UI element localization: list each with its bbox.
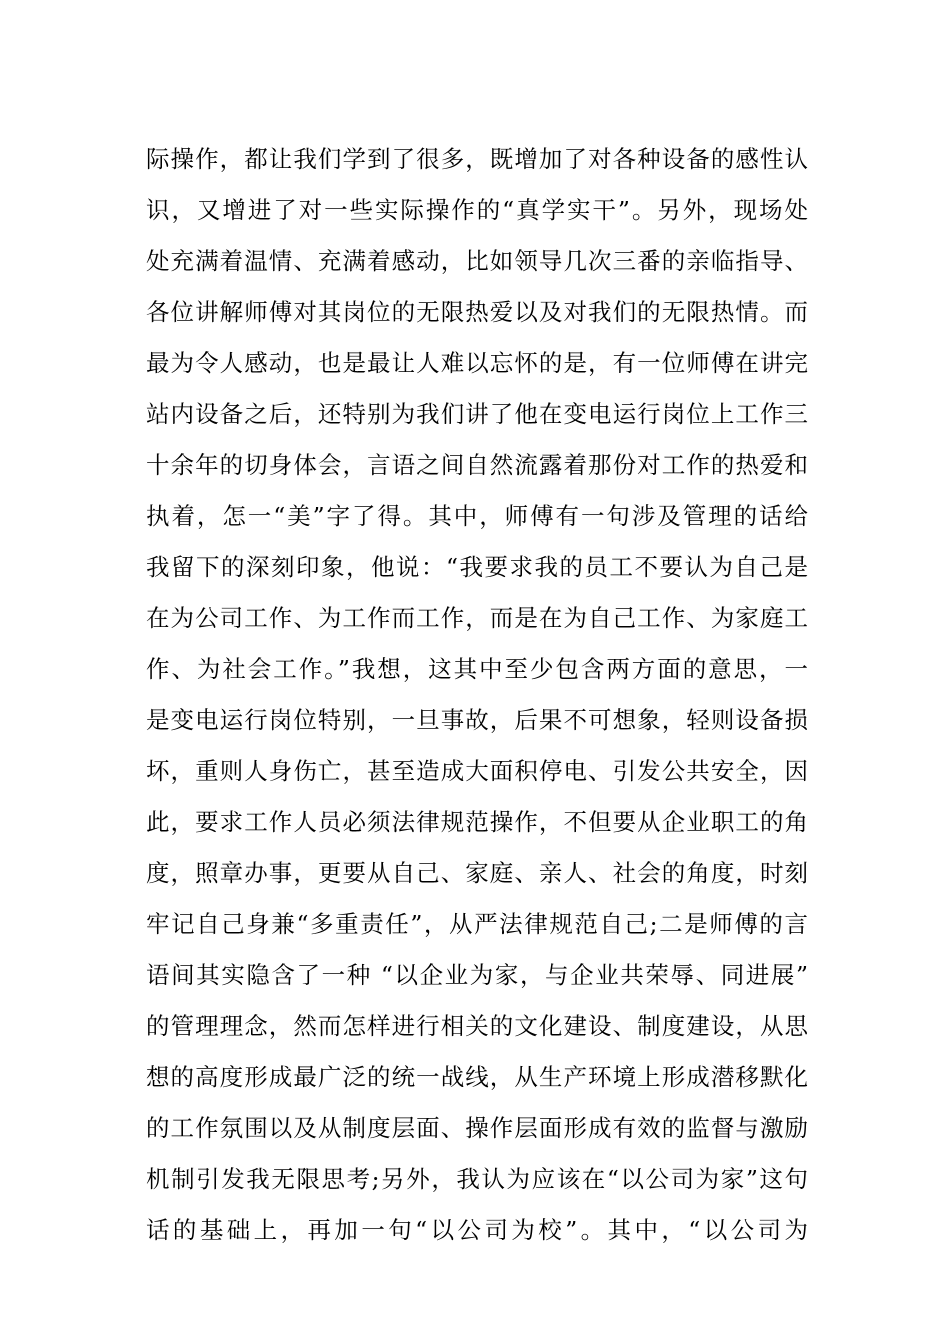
text-line-18: 的管理理念，然而怎样进行相关的文化建设、制度建设，从思 (146, 1012, 808, 1040)
text-line-8: 执着，怎一“美”字了得。其中，师傅有一句涉及管理的话给 (146, 502, 808, 530)
text-line-21: 机制引发我无限思考;另外，我认为应该在“以公司为家”这句 (146, 1165, 808, 1193)
text-line-12: 是变电运行岗位特别，一旦事故，后果不可想象，轻则设备损 (146, 706, 808, 734)
text-line-19: 想的高度形成最广泛的统一战线，从生产环境上形成潜移默化 (146, 1063, 808, 1091)
body-paragraph (146, 134, 808, 1256)
text-line-20: 的工作氛围以及从制度层面、操作层面形成有效的监督与激励 (146, 1114, 808, 1142)
text-line-22: 话的基础上，再加一句“以公司为校”。其中，“以公司为 (146, 1216, 808, 1244)
text-line-10: 在为公司工作、为工作而工作，而是在为自己工作、为家庭工 (146, 604, 808, 632)
text-line-5: 最为令人感动，也是最让人难以忘怀的是，有一位师傅在讲完 (146, 349, 808, 377)
text-line-9: 我留下的深刻印象，他说：“我要求我的员工不要认为自己是 (146, 553, 808, 581)
text-line-6: 站内设备之后，还特别为我们讲了他在变电运行岗位上工作三 (146, 400, 808, 428)
text-line-7: 十余年的切身体会，言语之间自然流露着那份对工作的热爱和 (146, 451, 808, 479)
text-line-15: 度，照章办事，更要从自己、家庭、亲人、社会的角度，时刻 (146, 859, 808, 887)
text-line-14: 此，要求工作人员必须法律规范操作，不但要从企业职工的角 (146, 808, 808, 836)
text-line-2: 识，又增进了对一些实际操作的“真学实干”。另外，现场处 (146, 196, 808, 224)
text-line-3: 处充满着温情、充满着感动，比如领导几次三番的亲临指导、 (146, 247, 808, 275)
text-line-1: 际操作，都让我们学到了很多，既增加了对各种设备的感性认 (146, 145, 808, 173)
text-line-11: 作、为社会工作。”我想，这其中至少包含两方面的意思，一 (146, 655, 808, 683)
text-line-13: 坏，重则人身伤亡，甚至造成大面积停电、引发公共安全，因 (146, 757, 808, 785)
text-line-17: 语间其实隐含了一种 “以企业为家，与企业共荣辱、同进展” (146, 961, 808, 989)
text-line-16: 牢记自己身兼“多重责任”，从严法律规范自己;二是师傅的言 (146, 910, 808, 938)
text-line-4: 各位讲解师傅对其岗位的无限热爱以及对我们的无限热情。而 (146, 298, 808, 326)
